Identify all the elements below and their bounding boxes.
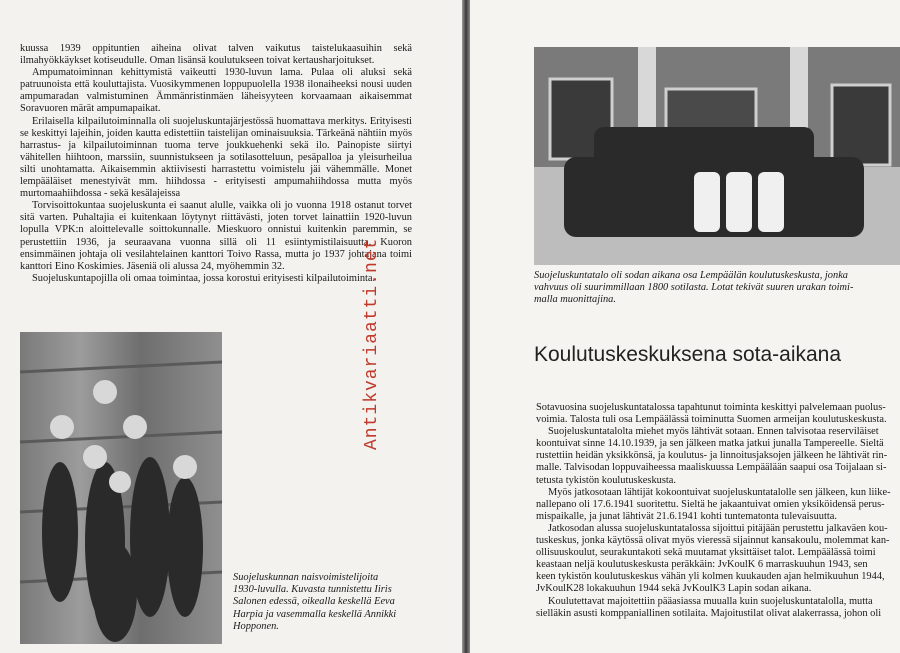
caption-line: Suojeluskuntatalo oli sodan aikana osa Lempäälän koulutuskeskusta, jonka	[534, 270, 849, 281]
text-line: tetusta tykistön koulutuskeskusta.	[536, 474, 676, 486]
text-line: tuskeskus, jonka käytössä olivat myös vieressä sijainnut kansakoulu, molemmat kan-	[536, 535, 890, 547]
paragraph: kuussa 1939 oppituntien aiheina olivat talven vaikutus taistelukaasuihin sekä ilmahyökkäykset kotiseudulle. Oman lisänsä koulutukseen toivat kertausharjoitukset.	[20, 43, 412, 67]
text-line: keastaan neljä koulutuskeskusta peräkkäin: JvKoulK 6 marraskuuhun 1943, sen	[536, 559, 868, 571]
paragraph	[536, 426, 900, 486]
paragraph	[536, 402, 900, 426]
text-line: nallepano oli 17.6.1941 suoritettu. Sieltä he jakaantuivat omien yksiköidensä perus-	[536, 498, 885, 510]
text-line: Suojeluskuntatalolta miehet myös lähtivät sotaan. Ennen talvisotaa reserviläiset	[548, 426, 879, 438]
text-line: malle. Talvisodan loppuvaiheessa maaliskuussa Lempäälään saapui osa Toijalaan si-	[536, 462, 887, 474]
right-page-text	[536, 402, 900, 620]
group-photo	[534, 47, 900, 265]
paragraph	[536, 487, 900, 523]
text-line: Sotavuosina suojeluskuntatalossa tapahtunut toiminta keskittyi palvelemaan puolus-	[536, 402, 886, 413]
text-line: ollisuuskoulut, seurakuntakoti sekä muutamat yksittäiset talot. Lempäälässä toimi	[536, 547, 876, 559]
text-line: sielläkin asusti komppaniallinen sotilaita. Majoitustilat olivat alakerrassa, johon oli	[536, 607, 882, 619]
text-line: koontuivat sinne 14.10.1939, ja sen jälkeen matka jatkui junalla Tampereelle. Sieltä	[536, 438, 884, 450]
book-gutter	[462, 0, 470, 653]
caption-line: malla muonittajina.	[534, 294, 616, 306]
text-line: voimia. Talosta tuli osa Lempäälässä toiminutta Suomen armeijan koulutuskeskusta.	[536, 414, 887, 426]
paragraph: Suojeluskuntapojilla oli omaa toimintaa, jossa korostui erityisesti kilpailutoiminta.	[32, 272, 376, 284]
text-line: Myös jatkosotaan lähtijät kokoontuivat suojeluskuntatalolle sen jälkeen, kun liike-	[548, 486, 891, 498]
group-photo-caption	[534, 270, 900, 307]
paragraph: Ampumatoiminnan kehittymistä vaikeutti 1930-luvun lama. Pulaa oli aluksi sekä patruunoista että kouluttajista. Vuosikymmenen loppupuolella 1938 ilonaiheeksi nousi uuden ampumaradan valmistuminen Ämmänristinmäen läheisyyteen korvaamaan aikaisemmat Soravuoren märät ampumapaikat.	[20, 67, 412, 115]
paragraph: Torvisoittokuntaa suojeluskunta ei saanut alulle, vaikka oli jo vuonna 1918 ostanut torvet sitä varten. Puhaltajia ei kuitenkaan löytynyt riittävästi, joten torvet lainattiin 1920-luvun lopulla VPK:n aloittelevalle soittokunnalle. Mieskuoro onnistui kuitenkin paremmin, se perustettiin 1936, ja seuraavana vuonna sillä oli 11 esiintymistilaisuutta. Kuoron ensimmäinen johtaja oli vesilahtelainen kanttori Toivo Rassa, mutta jo 1937 johtajana toimi kanttori Eino Koskimies. Jäseniä oli alussa 24, myöhemmin 32.	[20, 200, 412, 272]
paragraph: Erilaisella kilpailutoiminnalla oli suojeluskuntajärjestössä huomattava merkitys. Erityisesti se keskittyi lajeihin, joiden kautta edistettiin taistelijan ominaisuuksia. Tärkeänä nähtiin myös harrastus- ja kilpailutoiminnan tuoma terve joukkuehenki sekä ilo. Painopiste siirtyi vähitellen hiihtoon, marssiin, suunnistukseen ja sotilasotteluun, pesäpalloa ja yleisurheilua silti unohtamatta. Aikaisemmin aktiivisesti harrastettu voimistelu jäi vähemmälle. Monet lempääläiset menestyivät mm. hiihdossa - erityisesti ampumahiihdossa mutta myös murtomaahiihdossa - sekä kesälajeissa	[20, 115, 412, 200]
gymnasts-photo	[20, 332, 222, 644]
text-line: Koulutettavat majoitettiin pääasiassa muualla kuin suojeluskuntatalolla, mutta	[548, 595, 873, 607]
text-line: Jatkosodan alussa suojeluskuntatalossa sijoittui pitäjään perustettu jalkaväen kou-	[548, 522, 888, 534]
paragraph	[536, 523, 900, 596]
text-line: keen tykistön koulutuskeskus vähän yli kolmen kuukauden ajan helmikuuhun 1944,	[536, 571, 885, 583]
text-line: rustettiin heidän yksikkönsä, ja koulutus- ja linnoitusjaksojen jälkeen he lähtivät rin-	[536, 450, 888, 462]
gymnasts-photo-image	[20, 332, 222, 644]
gymnasts-photo-caption: Suojeluskunnan naisvoimistelijoita 1930-luvulla. Kuvasta tunnistettu Iiris Salonen edessä, oikealla keskellä Eeva Harpia ja vasemmalla keskellä Annikki Hopponen.	[233, 572, 397, 632]
text-line: mispaikalle, ja junat lähtivät 21.6.1941 kohti tuntematonta tulevaisuutta.	[536, 510, 837, 522]
left-page-text	[20, 43, 412, 285]
group-photo-image	[534, 47, 900, 265]
caption-line: vahvuus oli suurimmillaan 1800 sotilasta. Lotat tekivät suuren urakan toimi-	[534, 282, 854, 294]
section-heading: Koulutuskeskuksena sota-aikana	[534, 343, 842, 366]
text-line: JvKoulK28 lokakuuhun 1944 sekä JvKoulK3 Lapin sodan aikana.	[536, 583, 812, 595]
watermark: Antikvariaatti.net	[362, 237, 382, 450]
paragraph	[536, 596, 900, 620]
